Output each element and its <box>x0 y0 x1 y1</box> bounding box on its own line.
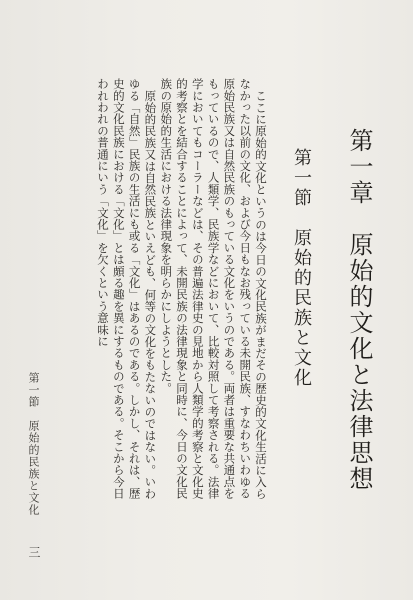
paragraph-1: ここに原始的文化というのは今日の文化民族がまだその歴史的文化生活に入らなかった以前の文化、および今日もなお残っている未開民族、すなわちいわゆる原始民族又は自然民族のもっている文化をいうのである。両者は重要な共通点をもっているので、人類学、民族学などにおいて、比較対照して考察される。法律学においてもコーラーなどは、その普遍法律史の見地から人類学的考察と文化史的考察とを結合することによって、未開民族の法律現象と同時に、今日の文化民族の原始的生活における法律現象を明らかにしようとした。 <box>159 78 268 500</box>
chapter-title: 第一章 原始的文化と法律思想 <box>345 128 373 492</box>
page-number: 三 <box>27 546 41 558</box>
paragraph-2: 原始的民族又は自然民族といえども、何等の文化をもたないのではない。いわゆる「自然」民族の生活にも或る「文化」はあるのである。しかし、それは、歴史的文化民族における「文化」とは頗る趣を異にするものである。そこから今日われわれの普通にいう「文化」を欠くという意味に <box>96 78 158 500</box>
body-text <box>94 78 268 508</box>
running-head: 第一節 原始的民族と文化 <box>27 372 40 516</box>
section-title: 第一節 原始的民族と文化 <box>291 148 312 388</box>
